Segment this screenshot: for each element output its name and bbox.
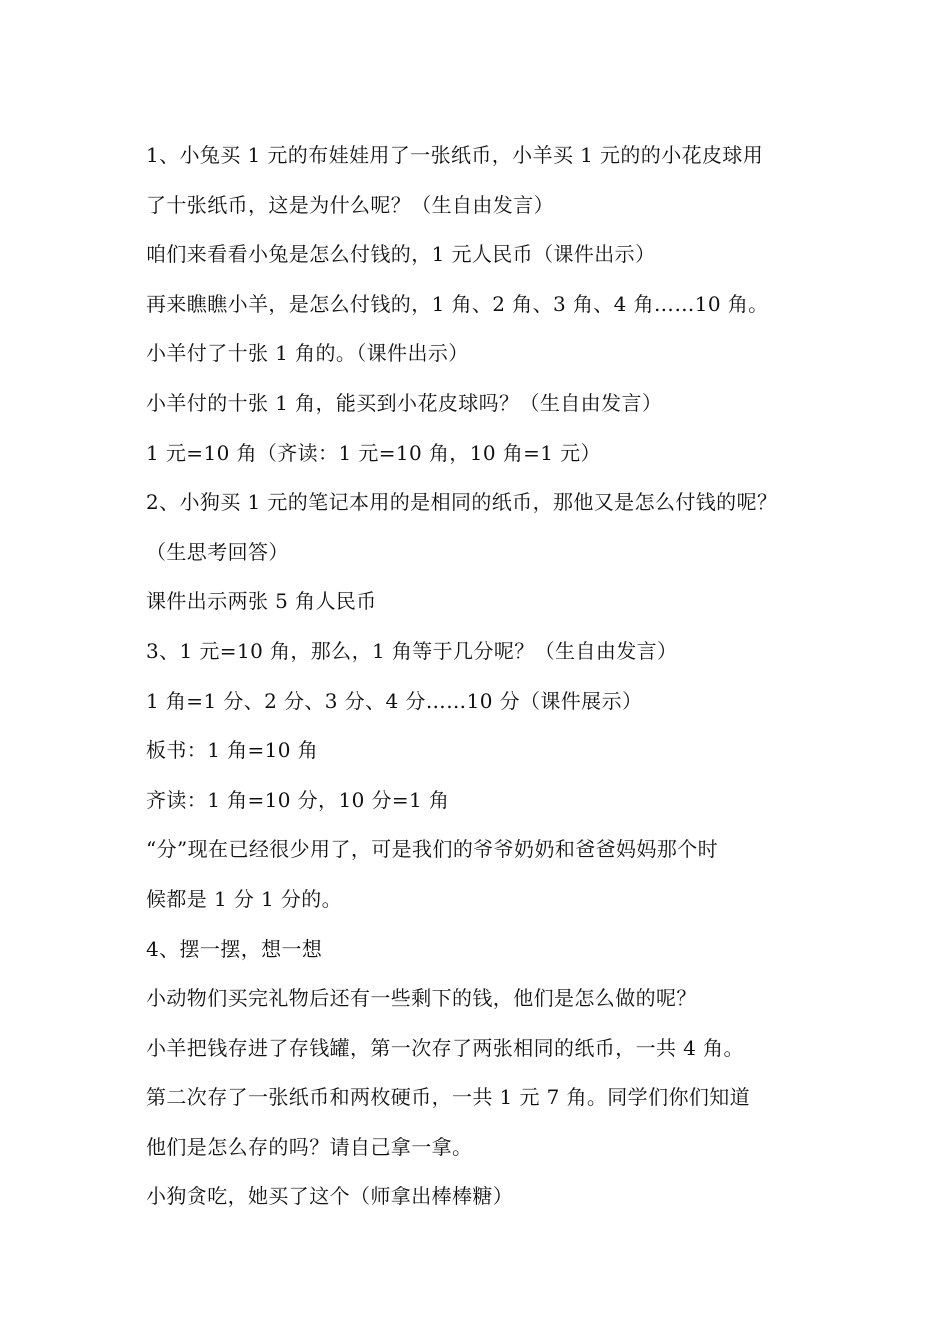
text-line-4: 再来瞧瞧小羊，是怎么付钱的，1 角、2 角、3 角、4 角……10 角。 [146,291,769,316]
text-line-17: 4、摆一摆，想一想 [146,936,323,961]
text-line-20: 第二次存了一张纸币和两枚硬币，一共 1 元 7 角。同学们你们知道 [146,1085,751,1110]
text-line-6: 小羊付的十张 1 角，能买到小花皮球吗？（生自由发言） [146,390,663,415]
text-line-5: 小羊付了十张 1 角的。（课件出示） [146,341,469,366]
document-body [146,131,846,1222]
text-line-1: 1、小兔买 1 元的布娃娃用了一张纸币，小羊买 1 元的的小花皮球用 [146,143,764,167]
text-line-11: 3、1 元=10 角，那么，1 角等于几分呢？（生自由发言） [146,638,678,663]
text-line-12: 1 角=1 分、2 分、3 分、4 分……10 分（课件展示） [146,688,643,713]
text-line-9: （生思考回答） [146,539,289,564]
text-line-18: 小动物们买完礼物后还有一些剩下的钱，他们是怎么做的呢？ [146,986,697,1011]
text-line-8: 2、小狗买 1 元的笔记本用的是相同的纸币，那他又是怎么付钱的呢？ [146,490,778,515]
text-line-14: 齐读：1 角=10 分，10 分=1 角 [146,787,450,812]
text-line-21: 他们是怎么存的吗？请自己拿一拿。 [146,1134,473,1159]
text-line-7: 1 元=10 角（齐读：1 元=10 角，10 角=1 元） [146,440,601,465]
text-line-2: 了十张纸币，这是为什么呢？（生自由发言） [146,192,554,217]
text-line-19: 小羊把钱存进了存钱罐，第一次存了两张相同的纸币，一共 4 角。 [146,1035,744,1060]
text-line-15: “分”现在已经很少用了，可是我们的爷爷奶奶和爸爸妈妈那个时 [146,837,719,862]
text-line-3: 咱们来看看小兔是怎么付钱的，1 元人民币（课件出示） [146,242,656,267]
text-line-13: 板书：1 角=10 角 [146,738,319,763]
text-line-10: 课件出示两张 5 角人民币 [146,589,377,614]
text-line-22: 小狗贪吃，她买了这个（师拿出棒棒糖） [146,1184,514,1209]
text-line-16: 候都是 1 分 1 分的。 [146,886,343,911]
